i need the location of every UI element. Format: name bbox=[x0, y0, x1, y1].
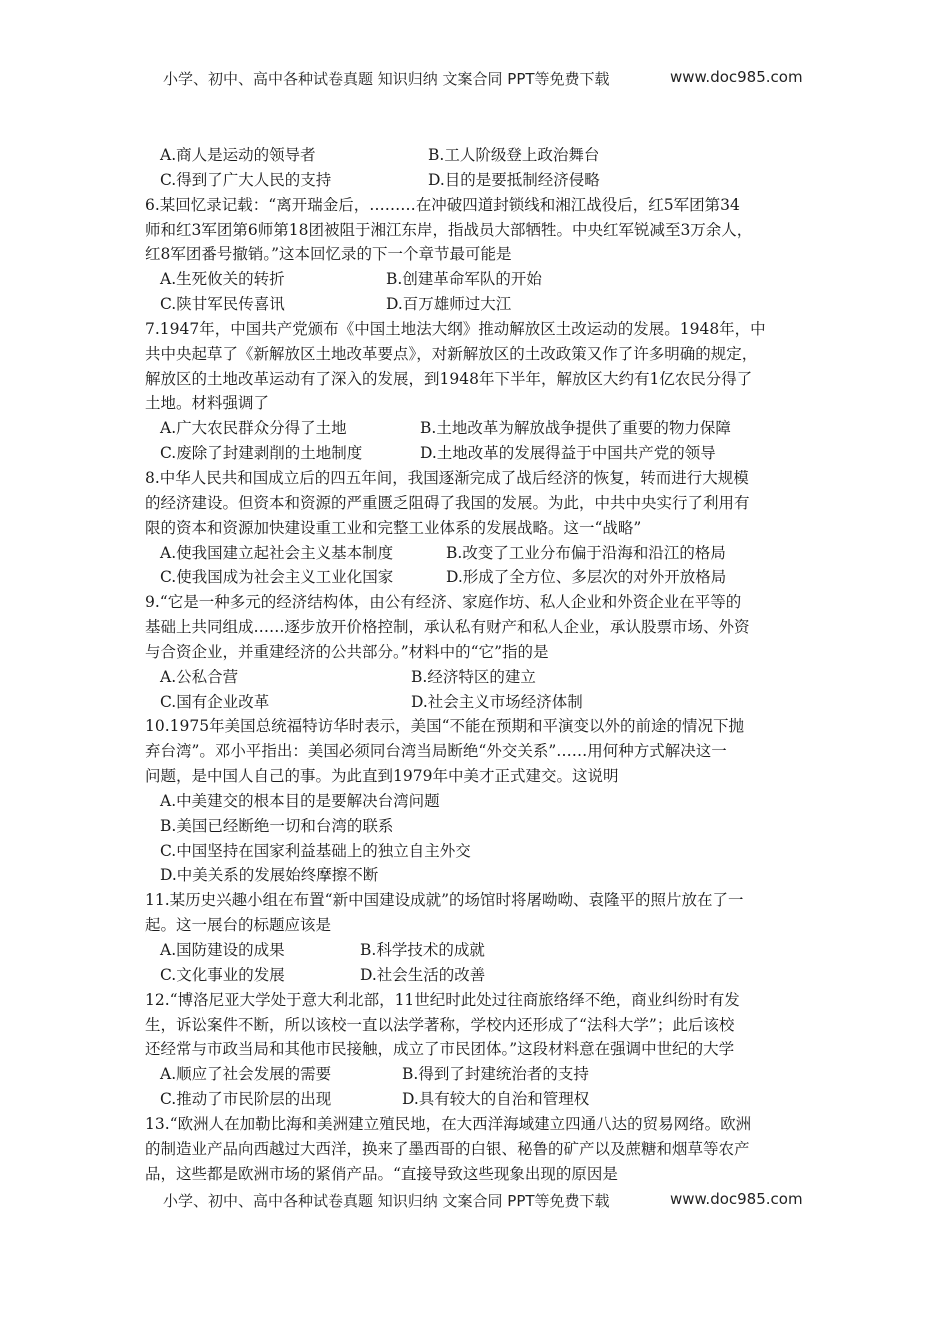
q6-stem: 师和红3军团第6师第18团被阻于湘江东岸，指战员大部牺牲。中央红军锐减至3万余人， bbox=[145, 220, 753, 239]
q12-stem: 还经常与市政当局和其他市民接触，成立了市民团体。”这段材料意在强调中世纪的大学 bbox=[145, 1040, 735, 1059]
q12-option-a: A.顺应了社会发展的需要 bbox=[160, 1065, 332, 1084]
q8-options-row-1 bbox=[145, 541, 810, 566]
q5-option-c: C.得到了广大人民的支持 bbox=[160, 170, 332, 189]
q9-option-d: D.社会主义市场经济体制 bbox=[411, 692, 583, 711]
q8-option-c: C.使我国成为社会主义工业化国家 bbox=[160, 568, 394, 587]
q6-option-b: B.创建革命军队的开始 bbox=[386, 270, 542, 289]
q6-option-c: C.陕甘军民传喜讯 bbox=[160, 295, 285, 314]
q6-stem: 6.某回忆录记载：“离开瑞金后，………在冲破四道封锁线和湘江战役后，红5军团第34 bbox=[145, 195, 740, 214]
footer-url: www.doc985.com bbox=[670, 1190, 803, 1208]
q10-option-a: A.中美建交的根本目的是要解决台湾问题 bbox=[160, 791, 440, 810]
q11-option-b: B.科学技术的成就 bbox=[360, 941, 485, 959]
q11-stem: 11.某历史兴趣小组在布置“新中国建设成就”的场馆时将屠呦呦、袁隆平的照片放在了一 bbox=[145, 891, 744, 910]
q7-stem: 解放区的土地改革运动有了深入的发展，到1948年下半年，解放区大约有1亿农民分得了 bbox=[145, 369, 753, 388]
q8-option-d: D.形成了全方位、多层次的对外开放格局 bbox=[446, 568, 727, 587]
q13-stem: 13.“欧洲人在加勒比海和美洲建立殖民地，在大西洋海域建立四通八达的贸易网络。欧洲 bbox=[145, 1114, 752, 1133]
q8-stem: 的经济建设。但资本和资源的严重匮乏阻碍了我国的发展。为此，中共中央实行了利用有 bbox=[145, 493, 750, 512]
q10-stem: 10.1975年美国总统福特访华时表示，美国“不能在预期和平演变以外的前途的情况下抛 bbox=[145, 717, 745, 736]
q9-stem: 9.“它是一种多元的经济结构体，由公有经济、家庭作坊、私人企业和外资企业在平等的 bbox=[145, 593, 742, 612]
q7-option-a: A.广大农民群众分得了土地 bbox=[160, 419, 347, 438]
q7-stem: 土地。材料强调了 bbox=[145, 394, 270, 413]
q13-stem: 的制造业产品向西越过大西洋，换来了墨西哥的白银、秘鲁的矿产以及蔗糖和烟草等农产 bbox=[145, 1139, 750, 1158]
q12-option-d: D.具有较大的自治和管理权 bbox=[402, 1090, 590, 1109]
q6-options-row-1 bbox=[145, 267, 810, 292]
q7-option-b: B.土地改革为解放战争提供了重要的物力保障 bbox=[420, 419, 731, 438]
q9-options-row-1 bbox=[145, 665, 810, 690]
q9-option-a: A.公私合营 bbox=[160, 667, 239, 686]
q5-option-b: B.工人阶级登上政治舞台 bbox=[428, 146, 600, 164]
q10-option-c: C.中国坚持在国家利益基础上的独立自主外交 bbox=[160, 841, 471, 860]
q9-stem: 与合资企业，并重建经济的公共部分。”材料中的“它”指的是 bbox=[145, 642, 549, 661]
q11-option-c: C.文化事业的发展 bbox=[160, 965, 285, 984]
q7-option-c: C.废除了封建剥削的土地制度 bbox=[160, 444, 363, 463]
q12-options-row-1 bbox=[145, 1062, 810, 1087]
q12-stem: 生，诉讼案件不断，所以该校一直以法学著称，学校内还形成了“法科大学”；此后该校 bbox=[145, 1015, 735, 1034]
q6-options-row-2 bbox=[145, 292, 810, 317]
q10-stem: 问题，是中国人自己的事。为此直到1979年中美才正式建交。这说明 bbox=[145, 767, 619, 786]
q10-option-d-row bbox=[145, 863, 810, 888]
q9-option-c: C.国有企业改革 bbox=[160, 692, 270, 711]
page-header bbox=[163, 68, 803, 89]
q8-options-row-2 bbox=[145, 565, 810, 590]
page-footer bbox=[163, 1190, 803, 1211]
q12-options-row-2 bbox=[145, 1087, 810, 1112]
q11-option-d: D.社会生活的改善 bbox=[360, 965, 486, 984]
q5-option-d: D.目的是要抵制经济侵略 bbox=[428, 170, 600, 189]
q10-option-b-row bbox=[145, 814, 810, 839]
q5-options-row-2 bbox=[145, 168, 810, 193]
q11-options-row-1 bbox=[145, 938, 810, 963]
q7-stem: 7.1947年，中国共产党颁布《中国土地法大纲》推动解放区土改运动的发展。1948年，中 bbox=[145, 319, 766, 338]
q6-stem: 红8军团番号撤销。”这本回忆录的下一个章节最可能是 bbox=[145, 245, 512, 264]
q7-stem: 共中央起草了《新解放区土地改革要点》，对新解放区的土改政策又作了许多明确的规定， bbox=[145, 344, 758, 363]
q9-options-row-2 bbox=[145, 690, 810, 715]
q8-stem: 限的资本和资源加快建设重工业和完整工业体系的发展战略。这一“战略” bbox=[145, 518, 642, 537]
q8-option-a: A.使我国建立起社会主义基本制度 bbox=[160, 543, 394, 562]
footer-text: 小学、初中、高中各种试卷真题 知识归纳 文案合同 PPT等免费下载 bbox=[163, 1192, 610, 1210]
q10-option-d: D.中美关系的发展始终摩擦不断 bbox=[160, 866, 379, 885]
q8-stem: 8.中华人民共和国成立后的四五年间，我国逐渐完成了战后经济的恢复，转而进行大规模 bbox=[145, 468, 749, 487]
q11-stem: 起。这一展台的标题应该是 bbox=[145, 916, 332, 935]
q13-stem: 品，这些都是欧洲市场的紧俏产品。“直接导致这些现象出现的原因是 bbox=[145, 1164, 618, 1183]
q5-option-a: A.商人是运动的领导者 bbox=[160, 146, 316, 164]
q7-options-row-1 bbox=[145, 416, 810, 441]
q12-option-b: B.得到了封建统治者的支持 bbox=[402, 1065, 589, 1084]
q10-option-b: B.美国已经断绝一切和台湾的联系 bbox=[160, 816, 394, 835]
q12-stem: 12.“博洛尼亚大学处于意大利北部，11世纪时此处过往商旅络绎不绝，商业纠纷时有发 bbox=[145, 990, 740, 1009]
q10-option-a-row bbox=[145, 789, 810, 814]
q9-option-b: B.经济特区的建立 bbox=[411, 667, 536, 686]
q7-option-d: D.土地改革的发展得益于中国共产党的领导 bbox=[420, 444, 716, 463]
q5-options-row-1 bbox=[145, 143, 810, 168]
q7-options-row-2 bbox=[145, 441, 810, 466]
q8-option-b: B.改变了工业分布偏于沿海和沿江的格局 bbox=[446, 543, 726, 562]
q12-option-c: C.推动了市民阶层的出现 bbox=[160, 1090, 332, 1109]
q6-option-a: A.生死攸关的转折 bbox=[160, 270, 285, 289]
q6-option-d: D.百万雄师过大江 bbox=[386, 295, 512, 314]
header-url: www.doc985.com bbox=[670, 68, 803, 86]
header-text: 小学、初中、高中各种试卷真题 知识归纳 文案合同 PPT等免费下载 bbox=[163, 70, 610, 88]
exam-content bbox=[145, 143, 810, 1186]
q11-option-a: A.国防建设的成果 bbox=[160, 941, 285, 959]
q10-option-c-row bbox=[145, 839, 810, 864]
q9-stem: 基础上共同组成……逐步放开价格控制，承认私有财产和私人企业，承认股票市场、外资 bbox=[145, 618, 750, 637]
q11-options-row-2 bbox=[145, 963, 810, 988]
q10-stem: 弃台湾”。邓小平指出：美国必须同台湾当局断绝“外交关系”……用何种方式解决这一 bbox=[145, 742, 727, 761]
